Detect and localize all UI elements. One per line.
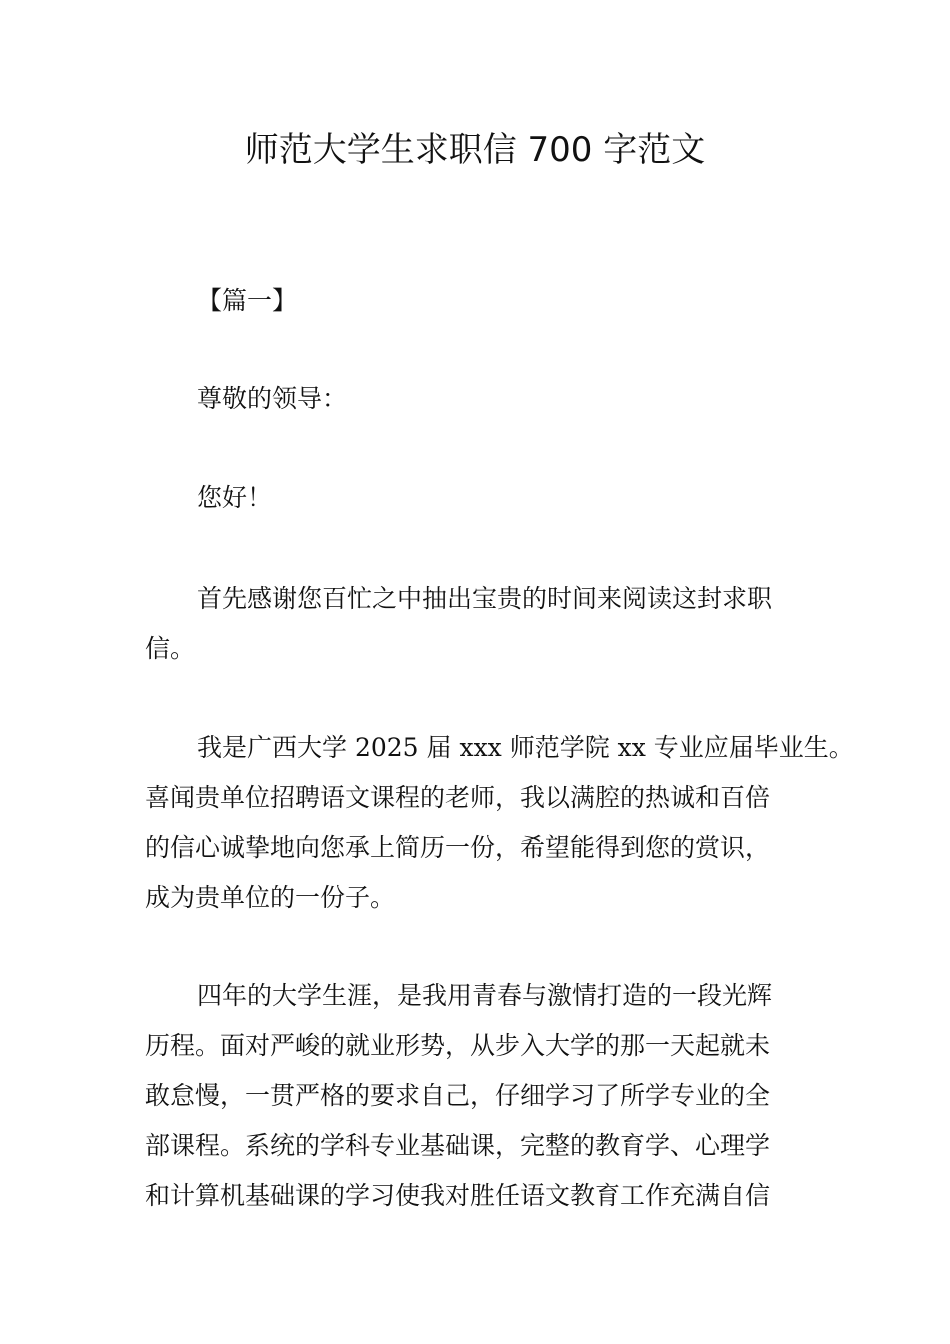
- paragraph-line: 的信心诚挚地向您承上简历一份，希望能得到您的赏识，: [145, 833, 771, 862]
- section-label: [145, 276, 825, 326]
- greeting-text: 您好！: [197, 483, 273, 512]
- paragraph-line: 信。: [145, 634, 196, 663]
- paragraph-line: 我是广西大学 2025 届 xxx 师范学院 xx 专业应届毕业生。: [197, 733, 854, 762]
- paragraph-line: 首先感谢您百忙之中抽出宝贵的时间来阅读这封求职: [197, 584, 773, 613]
- paragraph-line: 敢怠慢，一贯严格的要求自己，仔细学习了所学专业的全: [145, 1081, 771, 1110]
- greeting: [145, 473, 825, 523]
- paragraph-line: 成为贵单位的一份子。: [145, 883, 396, 912]
- paragraph-line: 和计算机基础课的学习使我对胜任语文教育工作充满自信: [145, 1181, 771, 1210]
- paragraph-3: [145, 971, 825, 1221]
- paragraph-line: 喜闻贵单位招聘语文课程的老师，我以满腔的热诚和百倍: [145, 783, 771, 812]
- paragraph-line: 部课程。系统的学科专业基础课，完整的教育学、心理学: [145, 1131, 771, 1160]
- paragraph-2: [145, 723, 854, 923]
- document-title: 师范大学生求职信 700 字范文: [244, 130, 706, 170]
- section-label-text: 【篇一】: [197, 286, 298, 315]
- paragraph-line: 历程。面对严峻的就业形势，从步入大学的那一天起就未: [145, 1031, 771, 1060]
- paragraph-line: 四年的大学生涯，是我用青春与激情打造的一段光辉: [197, 981, 773, 1010]
- salutation: [145, 374, 825, 424]
- salutation-text: 尊敬的领导：: [197, 384, 348, 413]
- paragraph-1: [145, 574, 825, 674]
